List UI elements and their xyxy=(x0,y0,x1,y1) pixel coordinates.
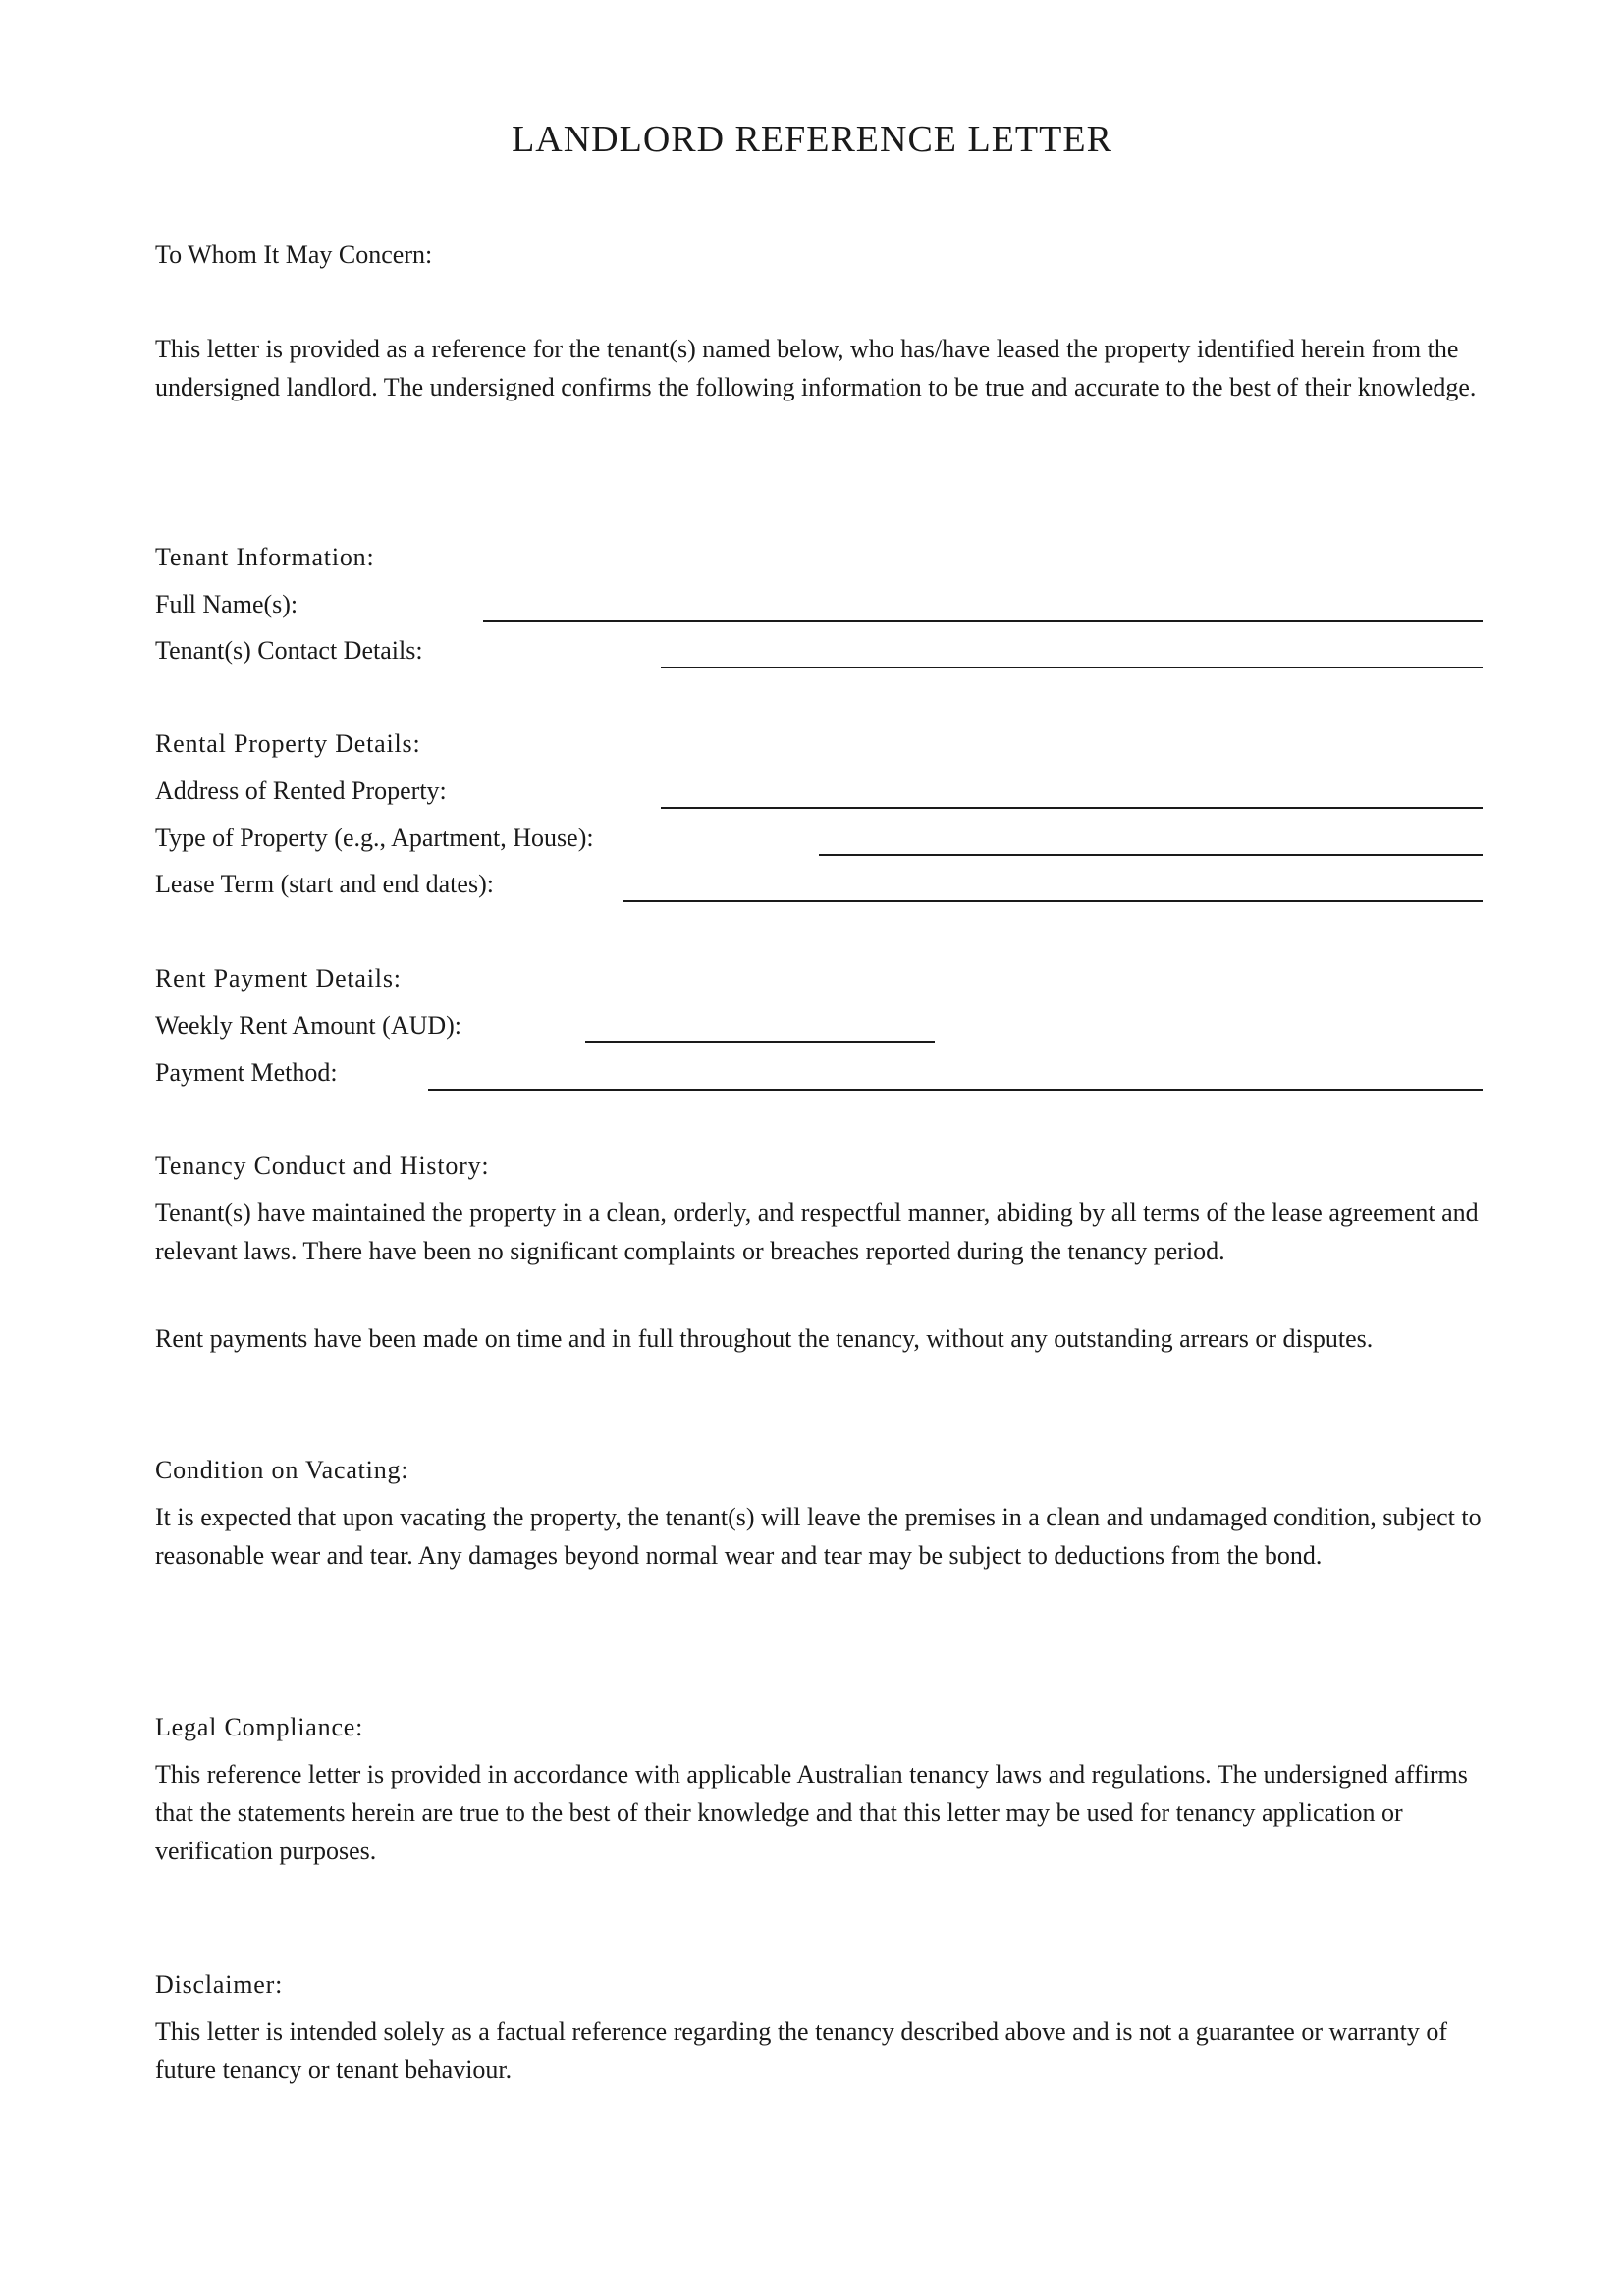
disclaimer-heading: Disclaimer: xyxy=(155,1970,284,1999)
salutation: To Whom It May Concern: xyxy=(155,240,433,269)
full-names-label: Full Name(s): xyxy=(155,590,298,618)
tenant-info-heading: Tenant Information: xyxy=(155,543,375,571)
rent-heading: Rent Payment Details: xyxy=(155,964,402,992)
legal-heading: Legal Compliance: xyxy=(155,1713,364,1741)
conduct-heading: Tenancy Conduct and History: xyxy=(155,1151,490,1180)
weekly-rent-field[interactable] xyxy=(155,1006,1483,1045)
payment-method-field[interactable] xyxy=(155,1053,1483,1093)
property-heading: Rental Property Details: xyxy=(155,729,421,758)
address-label: Address of Rented Property: xyxy=(155,776,447,805)
full-names-line[interactable] xyxy=(483,620,1483,622)
full-names-field[interactable] xyxy=(155,585,1483,624)
property-type-line[interactable] xyxy=(819,854,1483,856)
weekly-rent-label: Weekly Rent Amount (AUD): xyxy=(155,1011,462,1040)
payment-method-line[interactable] xyxy=(428,1089,1483,1091)
property-type-field[interactable] xyxy=(155,819,1483,858)
page-title: LANDLORD REFERENCE LETTER xyxy=(512,119,1112,160)
conduct-paragraph-2: Rent payments have been made on time and in full throughout the tenancy, without any outstanding arrears or disputes. xyxy=(155,1324,1374,1353)
disclaimer-paragraph: This letter is intended solely as a factual reference regarding the tenancy described above and is not a guarantee or warranty of future tenancy or tenant behaviour. xyxy=(155,2017,1448,2084)
weekly-rent-line[interactable] xyxy=(585,1041,935,1043)
lease-term-label: Lease Term (start and end dates): xyxy=(155,870,494,898)
lease-term-line[interactable] xyxy=(623,900,1483,902)
contact-details-field[interactable] xyxy=(155,631,1483,670)
address-line[interactable] xyxy=(661,807,1483,809)
vacating-paragraph: It is expected that upon vacating the property, the tenant(s) will leave the premises in a clean and undamaged condition, subject to reasonable wear and tear. Any damages beyond normal wear and tear may be subject to deductions from the bond. xyxy=(155,1503,1482,1570)
intro-paragraph: This letter is provided as a reference for the tenant(s) named below, who has/have leased the property identified herein from the undersigned landlord. The undersigned confirms the following information to be true and accurate to the best of their knowledge. xyxy=(155,335,1477,401)
contact-details-line[interactable] xyxy=(661,667,1483,668)
payment-method-label: Payment Method: xyxy=(155,1058,338,1087)
lease-term-field[interactable] xyxy=(155,865,1483,904)
contact-details-label: Tenant(s) Contact Details: xyxy=(155,636,423,665)
vacating-heading: Condition on Vacating: xyxy=(155,1456,409,1484)
legal-paragraph: This reference letter is provided in accordance with applicable Australian tenancy laws and regulations. The undersigned affirms that the statements herein are true to the best of their knowledge and that this letter may be used for tenancy application or verification purposes. xyxy=(155,1760,1468,1865)
property-type-label: Type of Property (e.g., Apartment, House): xyxy=(155,824,594,852)
address-field[interactable] xyxy=(155,772,1483,811)
conduct-paragraph-1: Tenant(s) have maintained the property in a clean, orderly, and respectful manner, abiding by all terms of the lease agreement and relevant laws. There have been no significant complaints or breaches reported during the tenancy period. xyxy=(155,1199,1479,1265)
